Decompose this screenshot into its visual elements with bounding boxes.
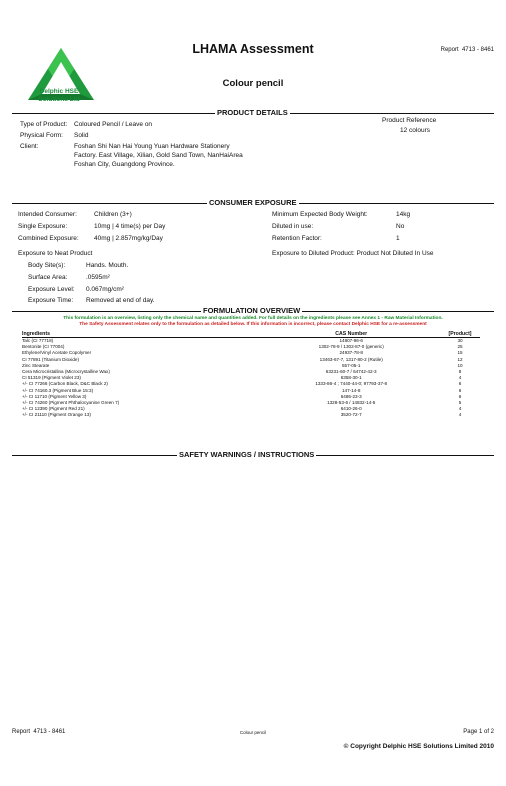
exposure-level-value: 0.067mg/cm² bbox=[86, 286, 124, 293]
ingredient-amount: 10 bbox=[457, 362, 463, 368]
ingredient-name: Ethylene/Vinyl Acetate Copolymer bbox=[22, 350, 92, 356]
ingredient-amount: 6 bbox=[458, 381, 462, 387]
surface-area-label: Surface Area: bbox=[28, 274, 68, 281]
ingredient-amount: 5 bbox=[458, 400, 462, 406]
min-body-weight-value: 14kg bbox=[396, 211, 411, 218]
retention-factor-value: 1 bbox=[396, 235, 400, 242]
col-cas-number: CAS Number bbox=[262, 330, 440, 338]
ingredient-cas: 557-05-1 bbox=[342, 362, 361, 368]
company-name-line1: Delphic HSE bbox=[39, 88, 79, 95]
ingredient-cas: 14807-96-6 bbox=[339, 338, 363, 343]
ingredient-name: +/- CI 11710 (Pigment Yellow 3) bbox=[22, 393, 87, 399]
company-name bbox=[14, 88, 104, 104]
type-value: Coloured Pencil / Leave on bbox=[74, 121, 153, 128]
ingredient-cas: 1328-53-6 / 14832-14-5 bbox=[327, 400, 376, 406]
table-row bbox=[22, 338, 480, 345]
product-subtitle: Colour pencil bbox=[222, 78, 284, 89]
formulation-overview-heading: FORMULATION OVERVIEW bbox=[203, 306, 301, 315]
combined-exposure-label: Combined Exposure: bbox=[18, 235, 79, 242]
ingredient-cas: 13463-67-7, 1317-80-2 (Rutile) bbox=[319, 356, 383, 362]
ingredient-cas: 147-14-8 bbox=[342, 387, 361, 393]
client-line1: Foshan Shi Nan Hai Young Yuan Hardware Stationery bbox=[74, 143, 230, 150]
formulation-note: This formulation is an overview, listing only the chemical name and quantities added. For full details on the ingredients please see Annex 1 - Raw Material Information. bbox=[63, 316, 443, 321]
consumer-exposure-heading: CONSUMER EXPOSURE bbox=[209, 198, 297, 207]
form-value: Solid bbox=[74, 132, 89, 139]
retention-factor-label: Retention Factor: bbox=[272, 235, 322, 242]
ingredient-amount: 6 bbox=[458, 387, 462, 393]
neat-product-heading: Exposure to Neat Product bbox=[18, 250, 93, 257]
footer-report-number: Report 4713 - 8461 bbox=[12, 729, 66, 735]
product-reference-label: Product Reference bbox=[382, 117, 437, 124]
intended-consumer-value: Children (3+) bbox=[94, 211, 132, 218]
ingredient-name: +/- CI 77266 (Carbon Black, D&C Black 2) bbox=[22, 381, 108, 387]
consumer-exposure-header bbox=[12, 198, 494, 208]
ingredient-amount: 25 bbox=[457, 344, 463, 350]
ingredient-amount: 8 bbox=[458, 369, 462, 375]
ingredient-name: Cera Microcristallina (Microcrystalline Wax) bbox=[22, 369, 110, 375]
safety-warnings-header bbox=[12, 450, 494, 460]
ingredient-amount: 4 bbox=[458, 375, 462, 381]
ingredient-name: CI 77891 (Titanium Dioxide) bbox=[22, 356, 80, 362]
ingredient-name: +/- CI 74160.3 (Pigment Blue 15:3) bbox=[22, 387, 94, 393]
ingredient-name: Zinc Stearate bbox=[22, 362, 50, 368]
ingredients-table-header bbox=[22, 330, 480, 338]
exposure-time-value: Removed at end of day. bbox=[86, 297, 155, 304]
ingredient-cas: 3520-72-7 bbox=[340, 412, 362, 418]
ingredients-table bbox=[22, 330, 480, 419]
col-product: [Product] bbox=[440, 330, 480, 338]
product-reference-value: 12 colours bbox=[400, 127, 430, 134]
ingredient-amount: 30 bbox=[457, 338, 463, 343]
client-label: Client: bbox=[20, 143, 39, 150]
single-exposure-value: 10mg | 4 time(s) per Day bbox=[94, 223, 166, 230]
single-exposure-label: Single Exposure: bbox=[18, 223, 68, 230]
client-line3: Foshan City, Guangdong Province. bbox=[74, 161, 175, 168]
body-site-value: Hands. Mouth. bbox=[86, 262, 129, 269]
ingredient-amount: 15 bbox=[457, 350, 463, 356]
exposure-time-label: Exposure Time: bbox=[28, 297, 74, 304]
company-name-line2: Solutions Ltd bbox=[38, 96, 80, 103]
combined-exposure-value: 40mg | 2.857mg/kg/Day bbox=[94, 235, 163, 242]
ingredient-cas: 24937-78-8 bbox=[339, 350, 363, 356]
diluted-in-use-label: Diluted in use: bbox=[272, 223, 314, 230]
footer-copyright: © Copyright Delphic HSE Solutions Limited 2010 bbox=[343, 743, 494, 750]
form-label: Physical Form: bbox=[20, 132, 63, 139]
ingredient-cas: 6410-26-0 bbox=[340, 406, 362, 412]
ingredient-name: +/- CI 21110 (Pigment Orange 13) bbox=[22, 412, 91, 418]
col-ingredients: Ingredients bbox=[22, 330, 262, 338]
ingredient-amount: 4 bbox=[458, 412, 462, 418]
ingredient-cas: 63231-60-7 / 64742-42-3 bbox=[325, 369, 377, 375]
ingredient-name: Bentonite (CI 77004) bbox=[22, 344, 65, 350]
footer-page-number: Page 1 of 2 bbox=[463, 729, 494, 735]
ingredient-name: +/- CI 74260 (Pigment Phthalocyanine Green 7) bbox=[22, 400, 120, 406]
body-site-label: Body Site(s): bbox=[28, 262, 66, 269]
ingredient-cas: 6358-30-1 bbox=[340, 375, 362, 381]
footer-product-name: Colour pencil bbox=[239, 730, 267, 735]
page-title: LHAMA Assessment bbox=[192, 42, 314, 56]
client-line2: Factory. East Village, Xilian, Gold Sand Town, NanHaiArea bbox=[74, 152, 243, 159]
ingredient-name: Talc (CI 77718) bbox=[22, 338, 54, 343]
exposure-level-label: Exposure Level: bbox=[28, 286, 75, 293]
intended-consumer-label: Intended Consumer: bbox=[18, 211, 77, 218]
report-number-top: Report 4713 - 8461 bbox=[440, 47, 494, 53]
ingredient-name: +/- CI 12390 (Pigment Red 21) bbox=[22, 406, 85, 412]
ingredient-amount: 6 bbox=[458, 393, 462, 399]
ingredient-amount: 4 bbox=[458, 406, 462, 412]
ingredient-cas: 1302-78-9 / 1302-87-0 (generic) bbox=[318, 344, 384, 350]
safety-warnings-heading: SAFETY WARNINGS / INSTRUCTIONS bbox=[179, 450, 315, 459]
ingredient-cas: 1333-86-4 ; 7440-44-0; 97793-37-8 bbox=[315, 381, 388, 387]
diluted-product-heading: Exposure to Diluted Product: Product Not Diluted In Use bbox=[272, 250, 434, 257]
surface-area-value: .0595m² bbox=[86, 274, 110, 281]
diluted-in-use-value: No bbox=[396, 223, 405, 230]
formulation-overview-header bbox=[12, 306, 494, 316]
type-label: Type of Product: bbox=[20, 121, 68, 128]
product-details-heading: PRODUCT DETAILS bbox=[217, 108, 288, 117]
min-body-weight-label: Minimum Expected Body Weight: bbox=[272, 211, 368, 218]
ingredient-cas: 6486-23-3 bbox=[340, 393, 362, 399]
ingredient-name: CI 51319 (Pigment Violet 23) bbox=[22, 375, 81, 381]
table-row bbox=[22, 412, 480, 418]
ingredient-amount: 12 bbox=[457, 356, 463, 362]
formulation-warning-note: The Safety Assessment relates only to the formulation as detailed below. If this information is incorrect, please contact Delphic HSE for a re-assessment bbox=[79, 322, 427, 327]
